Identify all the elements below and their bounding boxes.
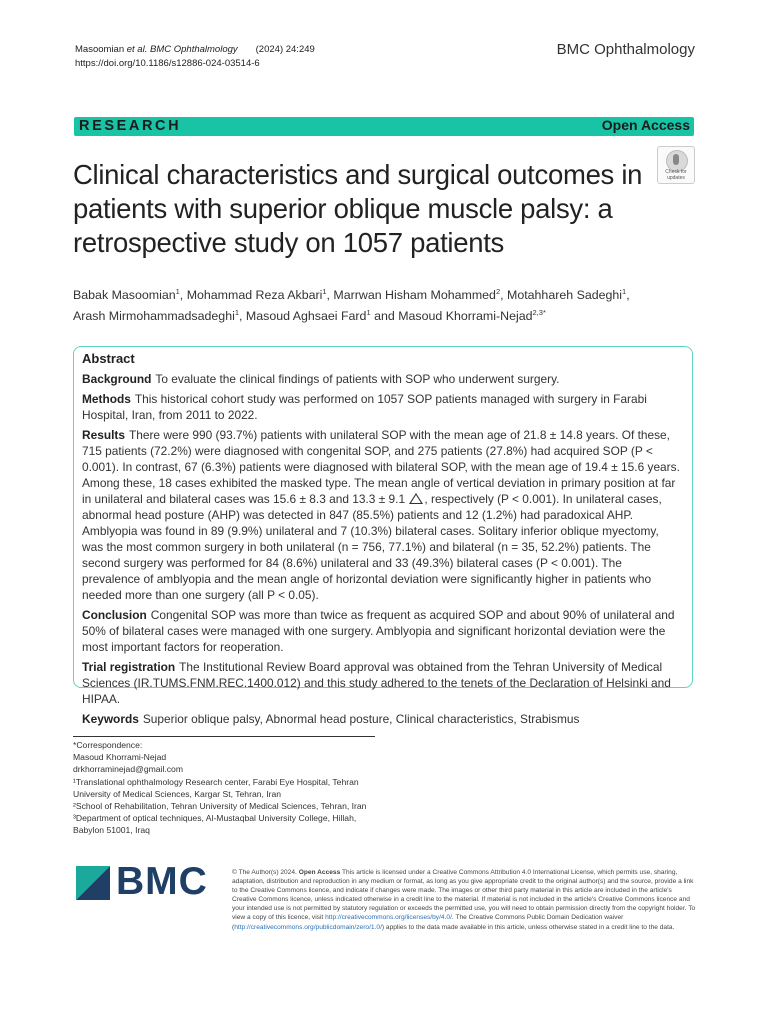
results-label: Results bbox=[82, 428, 125, 442]
affiliation-1: ¹Translational ophthalmology Research center, Farabi Eye Hospital, Tehran University of Medical Sciences, Kargar St, Tehran, Iran bbox=[73, 776, 359, 799]
journal-name: BMC Ophthalmology bbox=[556, 41, 695, 58]
author-name[interactable]: Babak Masoomian bbox=[73, 288, 176, 303]
abstract-background bbox=[82, 371, 682, 387]
results-text: There were 990 (93.7%) patients with unilateral SOP with the mean age of 21.8 ± 14.8 years. Of these, 715 patients (72.2%) were diagnosed with congenital SOP, and 275 patients (27.8%) had acquired SOP (P < 0.001). In contrast, 67 (6.3%) patients were diagnosed with bilateral SOP, with the mean age of 19.4 ± 15.6 years. Among these, 18 cases exhibited the masked type. The mean angle of vertical deviation in primary position at far in unilateral and bilateral cases was 15.6 ± 8.3 and 13.3 ± 9.1 bbox=[82, 428, 680, 506]
bmc-logo-icon bbox=[76, 866, 110, 900]
license-copyright: © The Author(s) 2024. bbox=[232, 869, 297, 876]
author-name[interactable]: Marrwan Hisham Mohammed bbox=[333, 288, 496, 303]
author-affiliation: 1 bbox=[622, 287, 627, 296]
results-text-cont: , respectively (P < 0.001). In unilateral cases, abnormal head posture (AHP) was detected in 847 (85.5%) patients and 12 (1.2%) had paradoxical AHP. Amblyopia was found in 89 (9.9%) unilateral and 7 (10.3%) bilateral cases. Solitary inferior oblique myectomy, was the most common surgery in both unilateral (n = 756, 77.1%) and bilateral (n = 35, 52.2%) patients. The second surgery was performed for 84 (8.6%) unilateral and 33 (49.3%) bilateral cases (P < 0.001). The prevalence of amblyopia and the mean angle of horizontal deviation were significantly higher in patients who needed more than one surgery (all P < 0.05). bbox=[82, 492, 662, 602]
check-for-updates-icon[interactable] bbox=[657, 146, 695, 184]
license-text bbox=[232, 868, 696, 932]
methods-text: This historical cohort study was performed on 1057 SOP patients managed with surgery in Farabi Hospital, Iran, from 2011 to 2022. bbox=[82, 392, 647, 422]
abstract-keywords bbox=[82, 711, 682, 727]
abstract-box bbox=[73, 346, 693, 726]
triangle-delta-icon bbox=[409, 493, 423, 504]
citation-header bbox=[75, 43, 315, 71]
citation-line bbox=[75, 43, 315, 57]
section-label: RESEARCH bbox=[79, 118, 182, 134]
methods-label: Methods bbox=[82, 392, 131, 406]
background-text: To evaluate the clinical findings of patients with SOP who underwent surgery. bbox=[155, 372, 560, 386]
author-affiliation: 1 bbox=[175, 287, 180, 296]
abstract-trial-registration bbox=[82, 659, 682, 707]
abstract-conclusion bbox=[82, 607, 682, 655]
author-list: Babak Masoomian$^1$, Mohammad Reza Akbari$^1$, Marrwan Hisham Mohammed$^2$, Motahhareh Sadeghi$^1$, Arash Mirmohammadsadeghi$^1$, Masoud Aghsaei Fard$^1$ and Masoud Khorrami-Nejad$^{2,3*}$ bbox=[73, 287, 630, 324]
doi-link[interactable]: https://doi.org/10.1186/s12886-024-03514-6 bbox=[75, 58, 260, 69]
background-label: Background bbox=[82, 372, 152, 386]
correspondence-name: Masoud Khorrami-Nejad bbox=[73, 752, 167, 763]
footnote-divider bbox=[73, 736, 375, 737]
conclusion-text: Congenital SOP was more than twice as frequent as acquired SOP and about 90% of unilateral and 50% of bilateral cases were managed with one surgery. Amblyopia and significant horizontal deviation were the most important factors for reoperation. bbox=[82, 608, 675, 654]
bmc-logo-text: BMC bbox=[116, 860, 208, 903]
abstract-methods bbox=[82, 391, 682, 423]
license-link-cc0[interactable]: http://creativecommons.org/publicdomain/zero/1.0/ bbox=[234, 923, 382, 931]
trial-text: The Institutional Review Board approval was obtained from the Tehran University of Medical Sciences (IR.TUMS.FNM.REC.1400.012) and this study adhered to the tenets of the Declaration of Helsinki and HIPAA. bbox=[82, 660, 671, 706]
keywords-text: Superior oblique palsy, Abnormal head posture, Clinical characteristics, Strabismus bbox=[142, 712, 580, 726]
section-bar bbox=[74, 117, 694, 136]
author-affiliation: 1 bbox=[366, 308, 371, 318]
correspondence-label: *Correspondence: bbox=[73, 740, 143, 750]
author-name[interactable]: Arash Mirmohammadsadeghi bbox=[73, 309, 235, 324]
trial-label: Trial registration bbox=[82, 660, 176, 674]
author-affiliation: 1 bbox=[234, 308, 240, 318]
author-name[interactable]: Motahhareh Sadeghi bbox=[507, 288, 623, 303]
author-affiliation: 1 bbox=[322, 287, 327, 296]
author-name[interactable]: Masoud Aghsaei Fard bbox=[245, 309, 367, 324]
affiliation-3: ³Department of optical techniques, Al-Mustaqbal University College, Hillah, Babylon 51001, Iraq bbox=[73, 813, 357, 836]
author-name[interactable]: Masoud Khorrami-Nejad bbox=[398, 309, 533, 324]
open-access-label: Open Access bbox=[601, 117, 690, 133]
license-body-2: . The Creative Commons Public Domain Dedication waiver ( bbox=[232, 914, 624, 931]
license-body-3: ) applies to the data made available in this article, unless otherwise stated in a credit line to the data. bbox=[381, 923, 675, 931]
license-body: This article is licensed under a Creative Commons Attribution 4.0 International License, which permits use, sharing, adaptation, distribution and reproduction in any medium or format, as long as you give appropriate credit to the original author(s) and the source, provide a link to the Creative Commons licence, and indicate if changes were made. The images or other third party material in this article are included in the article's Creative Commons licence, unless indicated otherwise in a credit line to the material. If material is not included in the article's Creative Commons licence and your intended use is not permitted by statutory regulation or exceeds the permitted use, you will need to obtain permission directly from the copyright holder. To view a copy of this licence, visit bbox=[232, 869, 696, 922]
keywords-label: Keywords bbox=[82, 712, 139, 726]
conclusion-label: Conclusion bbox=[82, 608, 147, 622]
author-affiliation: 2 bbox=[495, 287, 501, 296]
authors-and: and bbox=[374, 309, 395, 324]
license-open-access: Open Access bbox=[298, 869, 341, 876]
cite-authors: Masoomian bbox=[75, 44, 127, 55]
author-name[interactable]: Mohammad Reza Akbari bbox=[186, 288, 323, 303]
affiliation-2: ²School of Rehabilitation, Tehran University of Medical Sciences, Tehran, Iran bbox=[73, 801, 367, 812]
footnotes bbox=[73, 739, 373, 837]
cite-journal: et al. BMC Ophthalmology bbox=[126, 44, 238, 55]
bmc-logo bbox=[76, 860, 216, 908]
abstract-results bbox=[82, 427, 682, 603]
license-link-cc-by[interactable]: http://creativecommons.org/licenses/by/4.0/ bbox=[325, 914, 452, 922]
author-affiliation: 2,3* bbox=[532, 308, 546, 318]
cite-volume: (2024) 24:249 bbox=[255, 44, 315, 55]
check-for-updates-label: Check for updates bbox=[665, 169, 687, 181]
abstract-heading: Abstract bbox=[82, 351, 135, 366]
article-title: Clinical characteristics and surgical outcomes in patients with superior oblique muscle palsy: a retrospective study on 1057 patients bbox=[73, 159, 643, 258]
correspondence-email[interactable]: drkhorraminejad@gmail.com bbox=[73, 764, 183, 775]
